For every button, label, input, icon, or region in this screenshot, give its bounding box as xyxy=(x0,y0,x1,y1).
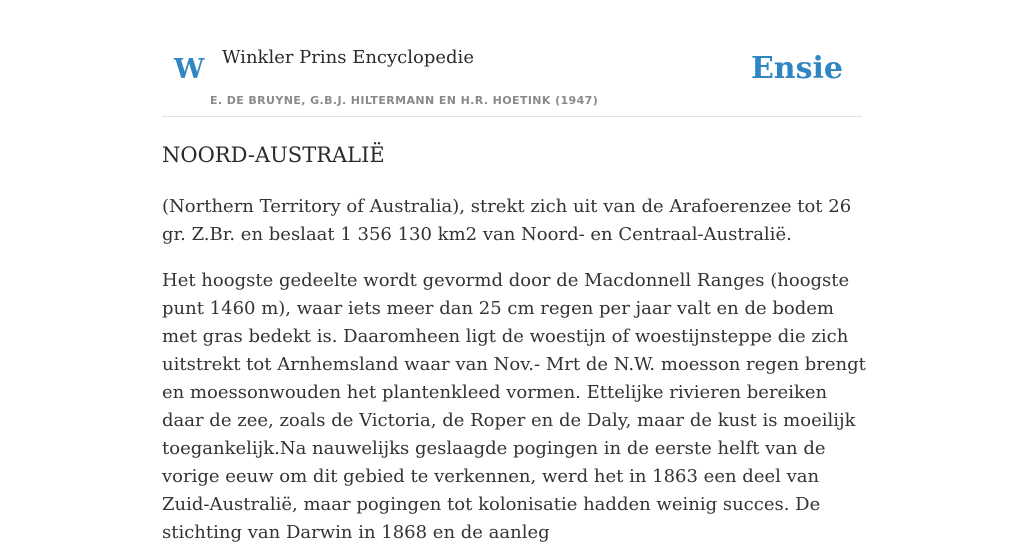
article-paragraph: Het hoogste gedeelte wordt gevormd door de Macdonnell Ranges (hoogste punt 1460 m), waar iets meer dan 25 cm regen per jaar valt en de bodem met gras bedekt is. Daaromheen ligt de woestijn of woestijnsteppe die zich uitstrekt tot Arnhemsland waar van Nov.- Mrt de N.W. moesson regen brengt en moessonwouden het plantenkleed vormen. Ettelijke rivieren bereiken daar de zee, zoals de Victoria, de Roper en de Daly, maar de kust is moeilijk toegankelijk.Na nauwelijks geslaagde pogingen in de eerste helft van de vorige eeuw om dit gebied te verkennen, werd het in 1863 een deel van Zuid-Australië, maar pogingen tot kolonisatie hadden weinig succes. De stichting van Darwin in 1868 en de aanleg xyxy=(162,270,866,543)
book-authors: E. DE BRUYNE, G.B.J. HILTERMANN EN H.R. HOETINK (1947) xyxy=(210,94,599,107)
article-title: NOORD-AUSTRALIË xyxy=(162,143,385,167)
article-page xyxy=(162,0,866,543)
article-paragraph: (Northern Territory of Australia), strekt zich uit van de Arafoerenzee tot 26 gr. Z.Br. en beslaat 1 356 130 km2 van Noord- en Centraal-Australië. xyxy=(162,196,852,245)
book-title-link[interactable]: Winkler Prins Encyclopedie xyxy=(222,47,474,68)
page-header xyxy=(162,0,862,117)
book-logo[interactable]: W xyxy=(174,54,205,85)
ensie-logo-link[interactable]: Ensie xyxy=(750,51,843,86)
